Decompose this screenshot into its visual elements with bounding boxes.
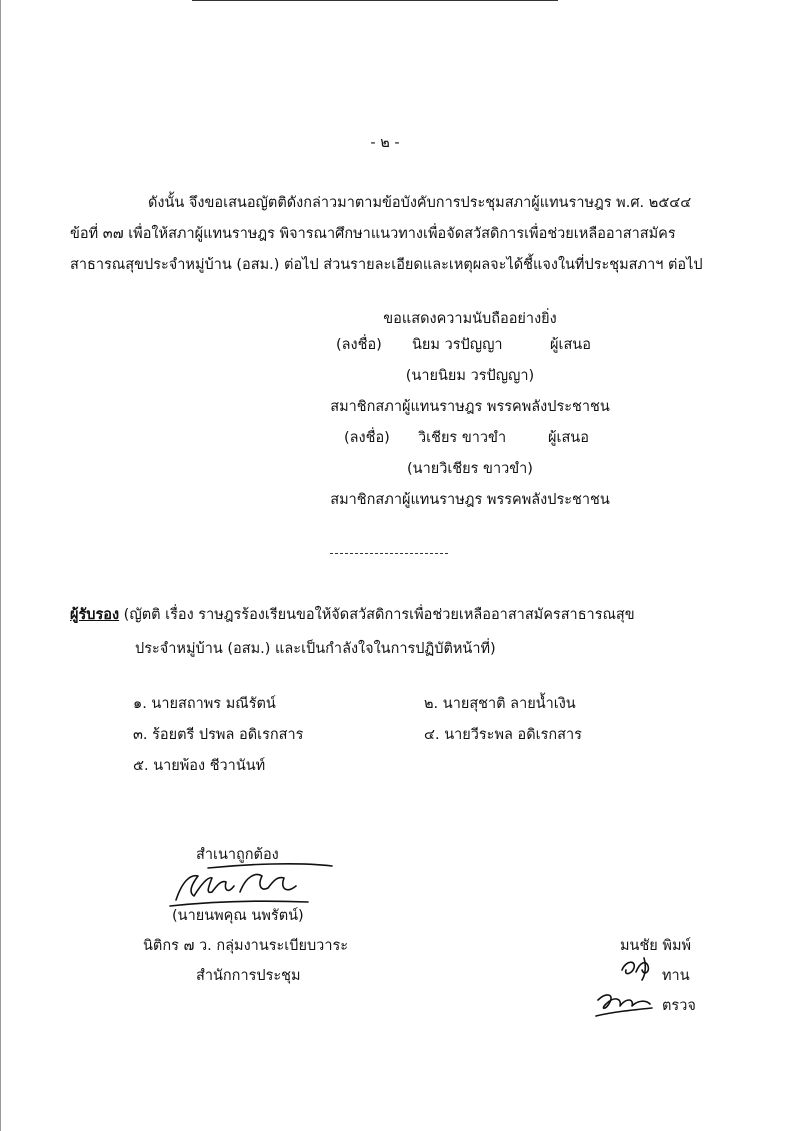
body-line-1: ดังนั้น จึงขอเสนอญัตติดังกล่าวมาตามข้อบังคับการประชุมสภาผู้แทนราษฎร พ.ศ. ๒๕๔๔ bbox=[148, 195, 692, 211]
signer-role: ผู้เสนอ bbox=[550, 337, 591, 353]
handwritten-signature bbox=[168, 862, 338, 910]
top-rule bbox=[192, 0, 558, 1]
signer-role: ผู้เสนอ bbox=[548, 430, 589, 446]
certifier-office: สำนักการประชุม bbox=[196, 968, 301, 984]
body-line-3: สาธารณสุขประจำหมู่บ้าน (อสม.) ต่อไป ส่วนรายละเอียดและเหตุผลจะได้ชี้แจงในที่ประชุมสภาฯ ต่อไป bbox=[70, 257, 703, 273]
signer-name: วิเชียร ขาวขำ bbox=[418, 430, 507, 446]
page-number: - ๒ - bbox=[370, 135, 400, 151]
signer-position: สมาชิกสภาผู้แทนราษฎร พรรคพลังประชาชน bbox=[330, 492, 610, 508]
list-item: ๓. ร้อยตรี ปรพล อดิเรกสาร bbox=[133, 727, 304, 743]
list-item: ๕. นายพ้อง ชีวานันท์ bbox=[133, 758, 266, 774]
signer-full-name: (นายวิเชียร ขาวขำ) bbox=[407, 461, 533, 477]
checker-mark: ตรวจ bbox=[662, 998, 696, 1014]
endorsers-heading: ผู้รับรอง bbox=[70, 607, 120, 623]
certifier-position: นิติกร ๗ ว. กลุ่มงานระเบียบวาระ bbox=[143, 938, 349, 954]
certification-label: สำเนาถูกต้อง bbox=[196, 847, 279, 863]
closing: ขอแสดงความนับถืออย่างยิ่ง bbox=[383, 311, 557, 327]
list-item: ๑. นายสถาพร มณีรัตน์ bbox=[133, 696, 276, 712]
endorsers-subject-1: (ญัตติ เรื่อง ราษฎรร้องเรียนขอให้จัดสวัสดิการเพื่อช่วยเหลืออาสาสมัครสาธารณสุข bbox=[119, 607, 635, 623]
body-line-2: ข้อที่ ๓๗ เพื่อให้สภาผู้แทนราษฎร พิจารณาศึกษาแนวทางเพื่อจัดสวัสดิการเพื่อช่วยเหลืออาสาสมัคร bbox=[70, 226, 676, 242]
certifier-name: (นายนพคุณ นพรัตน์) bbox=[172, 908, 304, 924]
section-divider bbox=[330, 553, 448, 554]
initials-mark bbox=[616, 956, 656, 982]
reviewer-mark: ทาน bbox=[662, 968, 690, 984]
signer-position: สมาชิกสภาผู้แทนราษฎร พรรคพลังประชาชน bbox=[330, 399, 610, 415]
sign-prefix: (ลงชื่อ) bbox=[344, 430, 390, 446]
endorsers-heading-line bbox=[70, 603, 635, 626]
signer-full-name: (นายนิยม วรปัญญา) bbox=[405, 368, 535, 384]
signer-name: นิยม วรปัญญา bbox=[412, 337, 503, 353]
endorsers-subject-2: ประจำหมู่บ้าน (อสม.) และเป็นกำลังใจในการปฏิบัติหน้าที่) bbox=[135, 641, 496, 657]
sign-prefix: (ลงชื่อ) bbox=[336, 337, 382, 353]
checker-signature bbox=[592, 988, 656, 1022]
list-item: ๔. นายวีระพล อดิเรกสาร bbox=[424, 727, 582, 743]
typist: มนชัย พิมพ์ bbox=[620, 938, 692, 954]
list-item: ๒. นายสุชาติ ลายน้ำเงิน bbox=[424, 696, 576, 712]
page-edge bbox=[0, 0, 1, 1131]
